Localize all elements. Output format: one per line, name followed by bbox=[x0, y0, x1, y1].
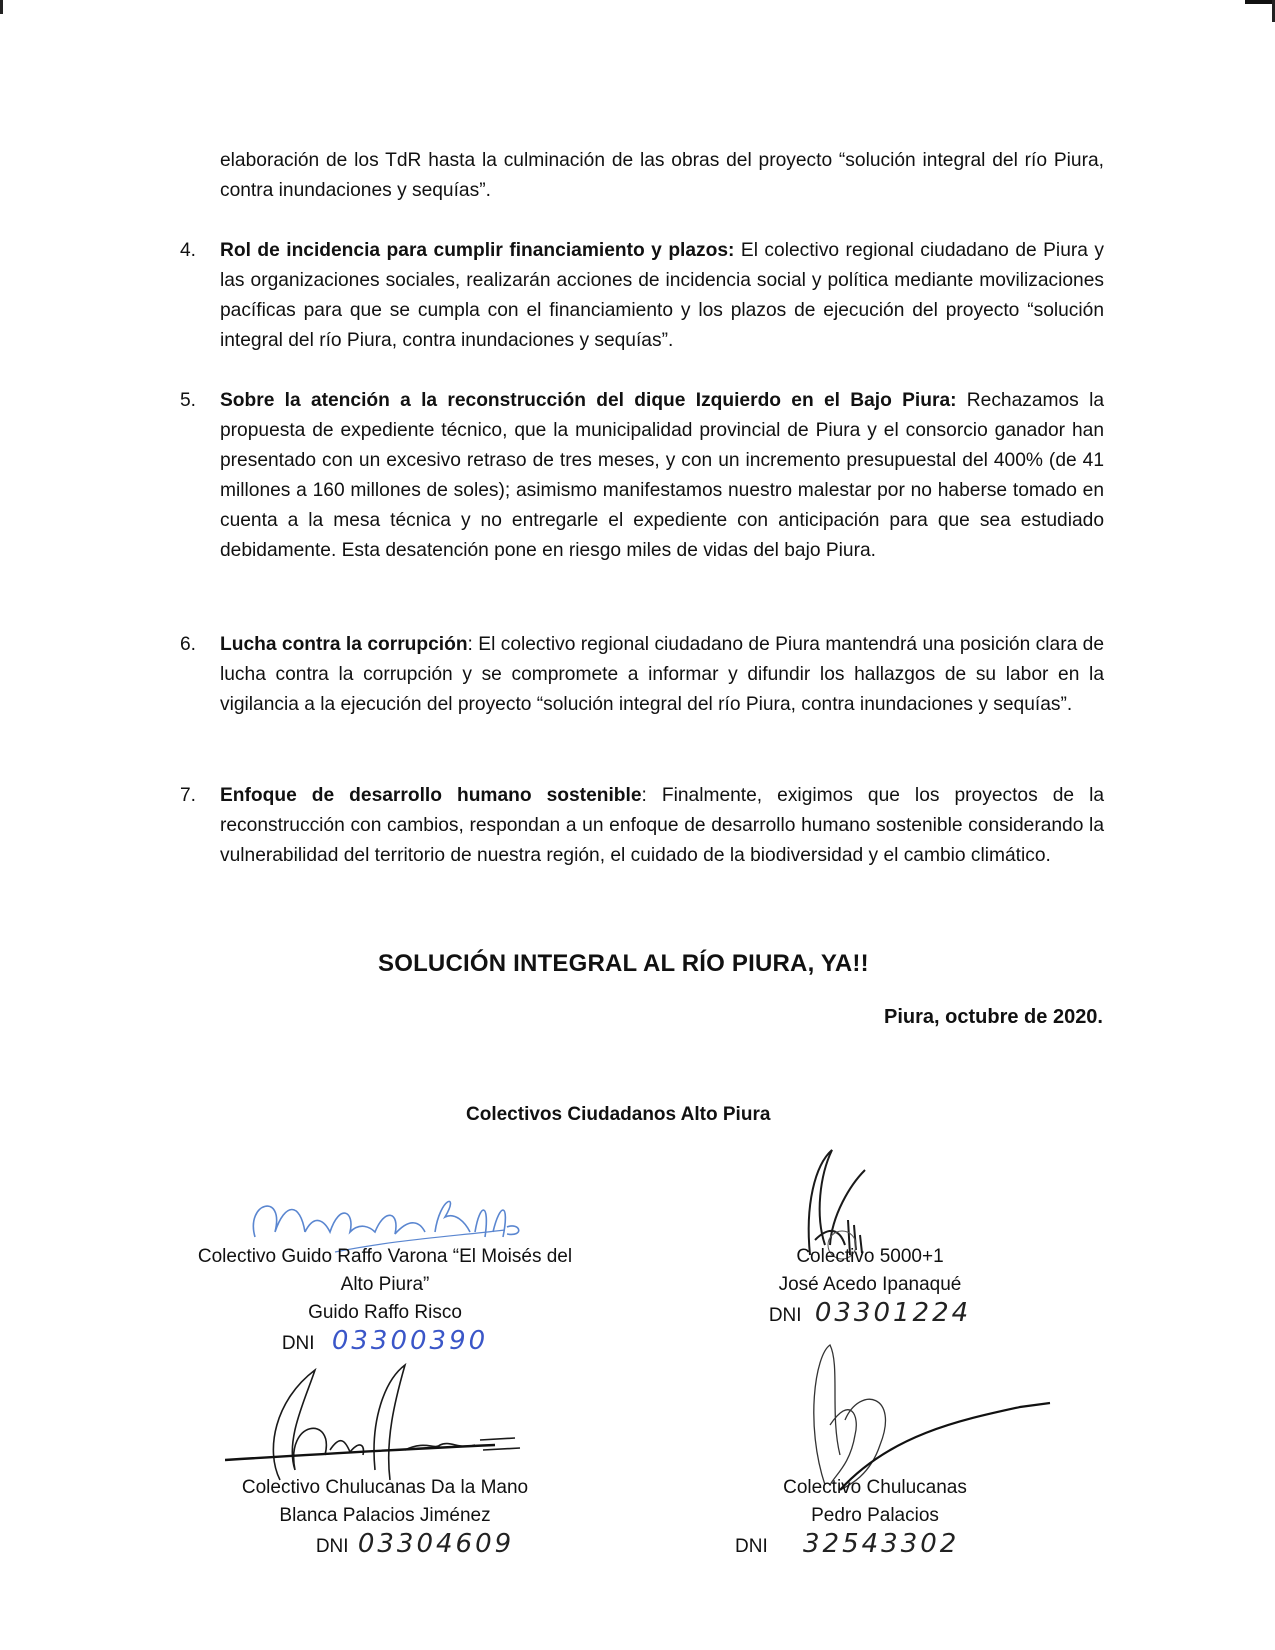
list-item-4 bbox=[180, 236, 1104, 356]
dni-line bbox=[720, 1299, 1020, 1330]
signature-palacios-jimenez bbox=[225, 1360, 545, 1490]
signatory-block-1 bbox=[170, 1243, 600, 1358]
collective-name: Colectivo Chulucanas Da la Mano bbox=[241, 1477, 529, 1498]
signatory-block-4 bbox=[735, 1474, 1015, 1561]
dni-value-handwritten: 32543302 bbox=[803, 1529, 960, 1559]
continuation-paragraph bbox=[220, 146, 1104, 206]
signatory-name: Guido Raffo Risco bbox=[308, 1302, 462, 1323]
slogan-heading: SOLUCIÓN INTEGRAL AL RÍO PIURA, YA!! bbox=[378, 950, 869, 977]
list-item-7 bbox=[180, 781, 1104, 871]
paragraph-text: elaboración de los TdR hasta la culminación de las obras del proyecto “solución integral del río Piura, contra inundaciones y sequías”. bbox=[220, 150, 1104, 201]
list-item-6 bbox=[180, 630, 1104, 720]
dni-label: DNI bbox=[735, 1536, 768, 1557]
item-text: : Finalmente, exigimos que los proyectos de la reconstrucción con cambios, respondan a un enfoque de desarrollo humano sostenible considerando la vulnerabilidad del territorio de nuestra región, el cuidado de la biodiversidad y el cambio climático. bbox=[220, 785, 1105, 866]
scan-edge-mark bbox=[1245, 0, 1275, 4]
item-number: 5. bbox=[180, 390, 197, 411]
dni-line bbox=[735, 1530, 1015, 1561]
dni-value-handwritten: 03301224 bbox=[814, 1298, 972, 1328]
dni-line bbox=[170, 1327, 600, 1358]
signatory-block-3 bbox=[190, 1474, 580, 1561]
collective-name: Colectivo Chulucanas bbox=[783, 1477, 967, 1498]
signatory-name: José Acedo Ipanaqué bbox=[778, 1274, 962, 1295]
item-title: Enfoque de desarrollo humano sostenible bbox=[220, 785, 642, 806]
item-text: El colectivo regional ciudadano de Piura y las organizaciones sociales, realizarán acciones de incidencia social y política mediante movilizaciones pacíficas para que se cumpla con el financiamiento y los plazos de ejecución del proyecto “solución integral del río Piura, contra inundaciones y sequías”. bbox=[220, 240, 1104, 351]
group-title: Colectivos Ciudadanos Alto Piura bbox=[466, 1104, 771, 1125]
item-title: Sobre la atención a la reconstrucción del dique Izquierdo en el Bajo Piura: bbox=[220, 390, 957, 411]
scan-edge-mark bbox=[0, 0, 3, 14]
dni-label: DNI bbox=[768, 1305, 802, 1326]
item-title: Rol de incidencia para cumplir financiamiento y plazos: bbox=[220, 240, 735, 261]
item-title: Lucha contra la corrupción bbox=[220, 634, 468, 655]
item-text: Rechazamos la propuesta de expediente técnico, que la municipalidad provincial de Piura y el consorcio ganador han presentado con un excesivo retraso de tres meses, y con un incremento presupuestal del 400% (de 41 millones a 160 millones de soles); asimismo manifestamos nuestro malestar por no haberse tomado en cuenta a la mesa técnica y no entregarle el expediente con anticipación para que sea estudiado debidamente. Esta desatención pone en riesgo miles de vidas del bajo Piura. bbox=[220, 390, 1104, 561]
signatory-block-2 bbox=[720, 1243, 1020, 1330]
item-number: 6. bbox=[180, 634, 197, 655]
dni-value-handwritten: 03304609 bbox=[357, 1529, 515, 1559]
item-number: 7. bbox=[180, 785, 197, 806]
collective-name-cont: Alto Piura” bbox=[340, 1274, 430, 1295]
item-text: : El colectivo regional ciudadano de Piura mantendrá una posición clara de lucha contra la corrupción y se compromete a informar y difundir los hallazgos de su labor en la vigilancia a la ejecución del proyecto “solución integral del río Piura, contra inundaciones y sequías”. bbox=[220, 634, 1104, 715]
dni-line bbox=[190, 1530, 580, 1561]
signatory-name: Pedro Palacios bbox=[811, 1505, 939, 1526]
list-item-5 bbox=[180, 386, 1104, 566]
signatory-name: Blanca Palacios Jiménez bbox=[279, 1505, 491, 1526]
dni-value-handwritten: 03300390 bbox=[331, 1326, 489, 1356]
signature-pedro-palacios bbox=[800, 1335, 1060, 1495]
collective-name: Colectivo 5000+1 bbox=[796, 1246, 944, 1267]
item-number: 4. bbox=[180, 240, 197, 261]
dni-label: DNI bbox=[281, 1333, 315, 1354]
date-line: Piura, octubre de 2020. bbox=[884, 1006, 1103, 1028]
dni-label: DNI bbox=[315, 1536, 349, 1557]
collective-name: Colectivo Guido Raffo Varona “El Moisés del bbox=[197, 1246, 573, 1267]
